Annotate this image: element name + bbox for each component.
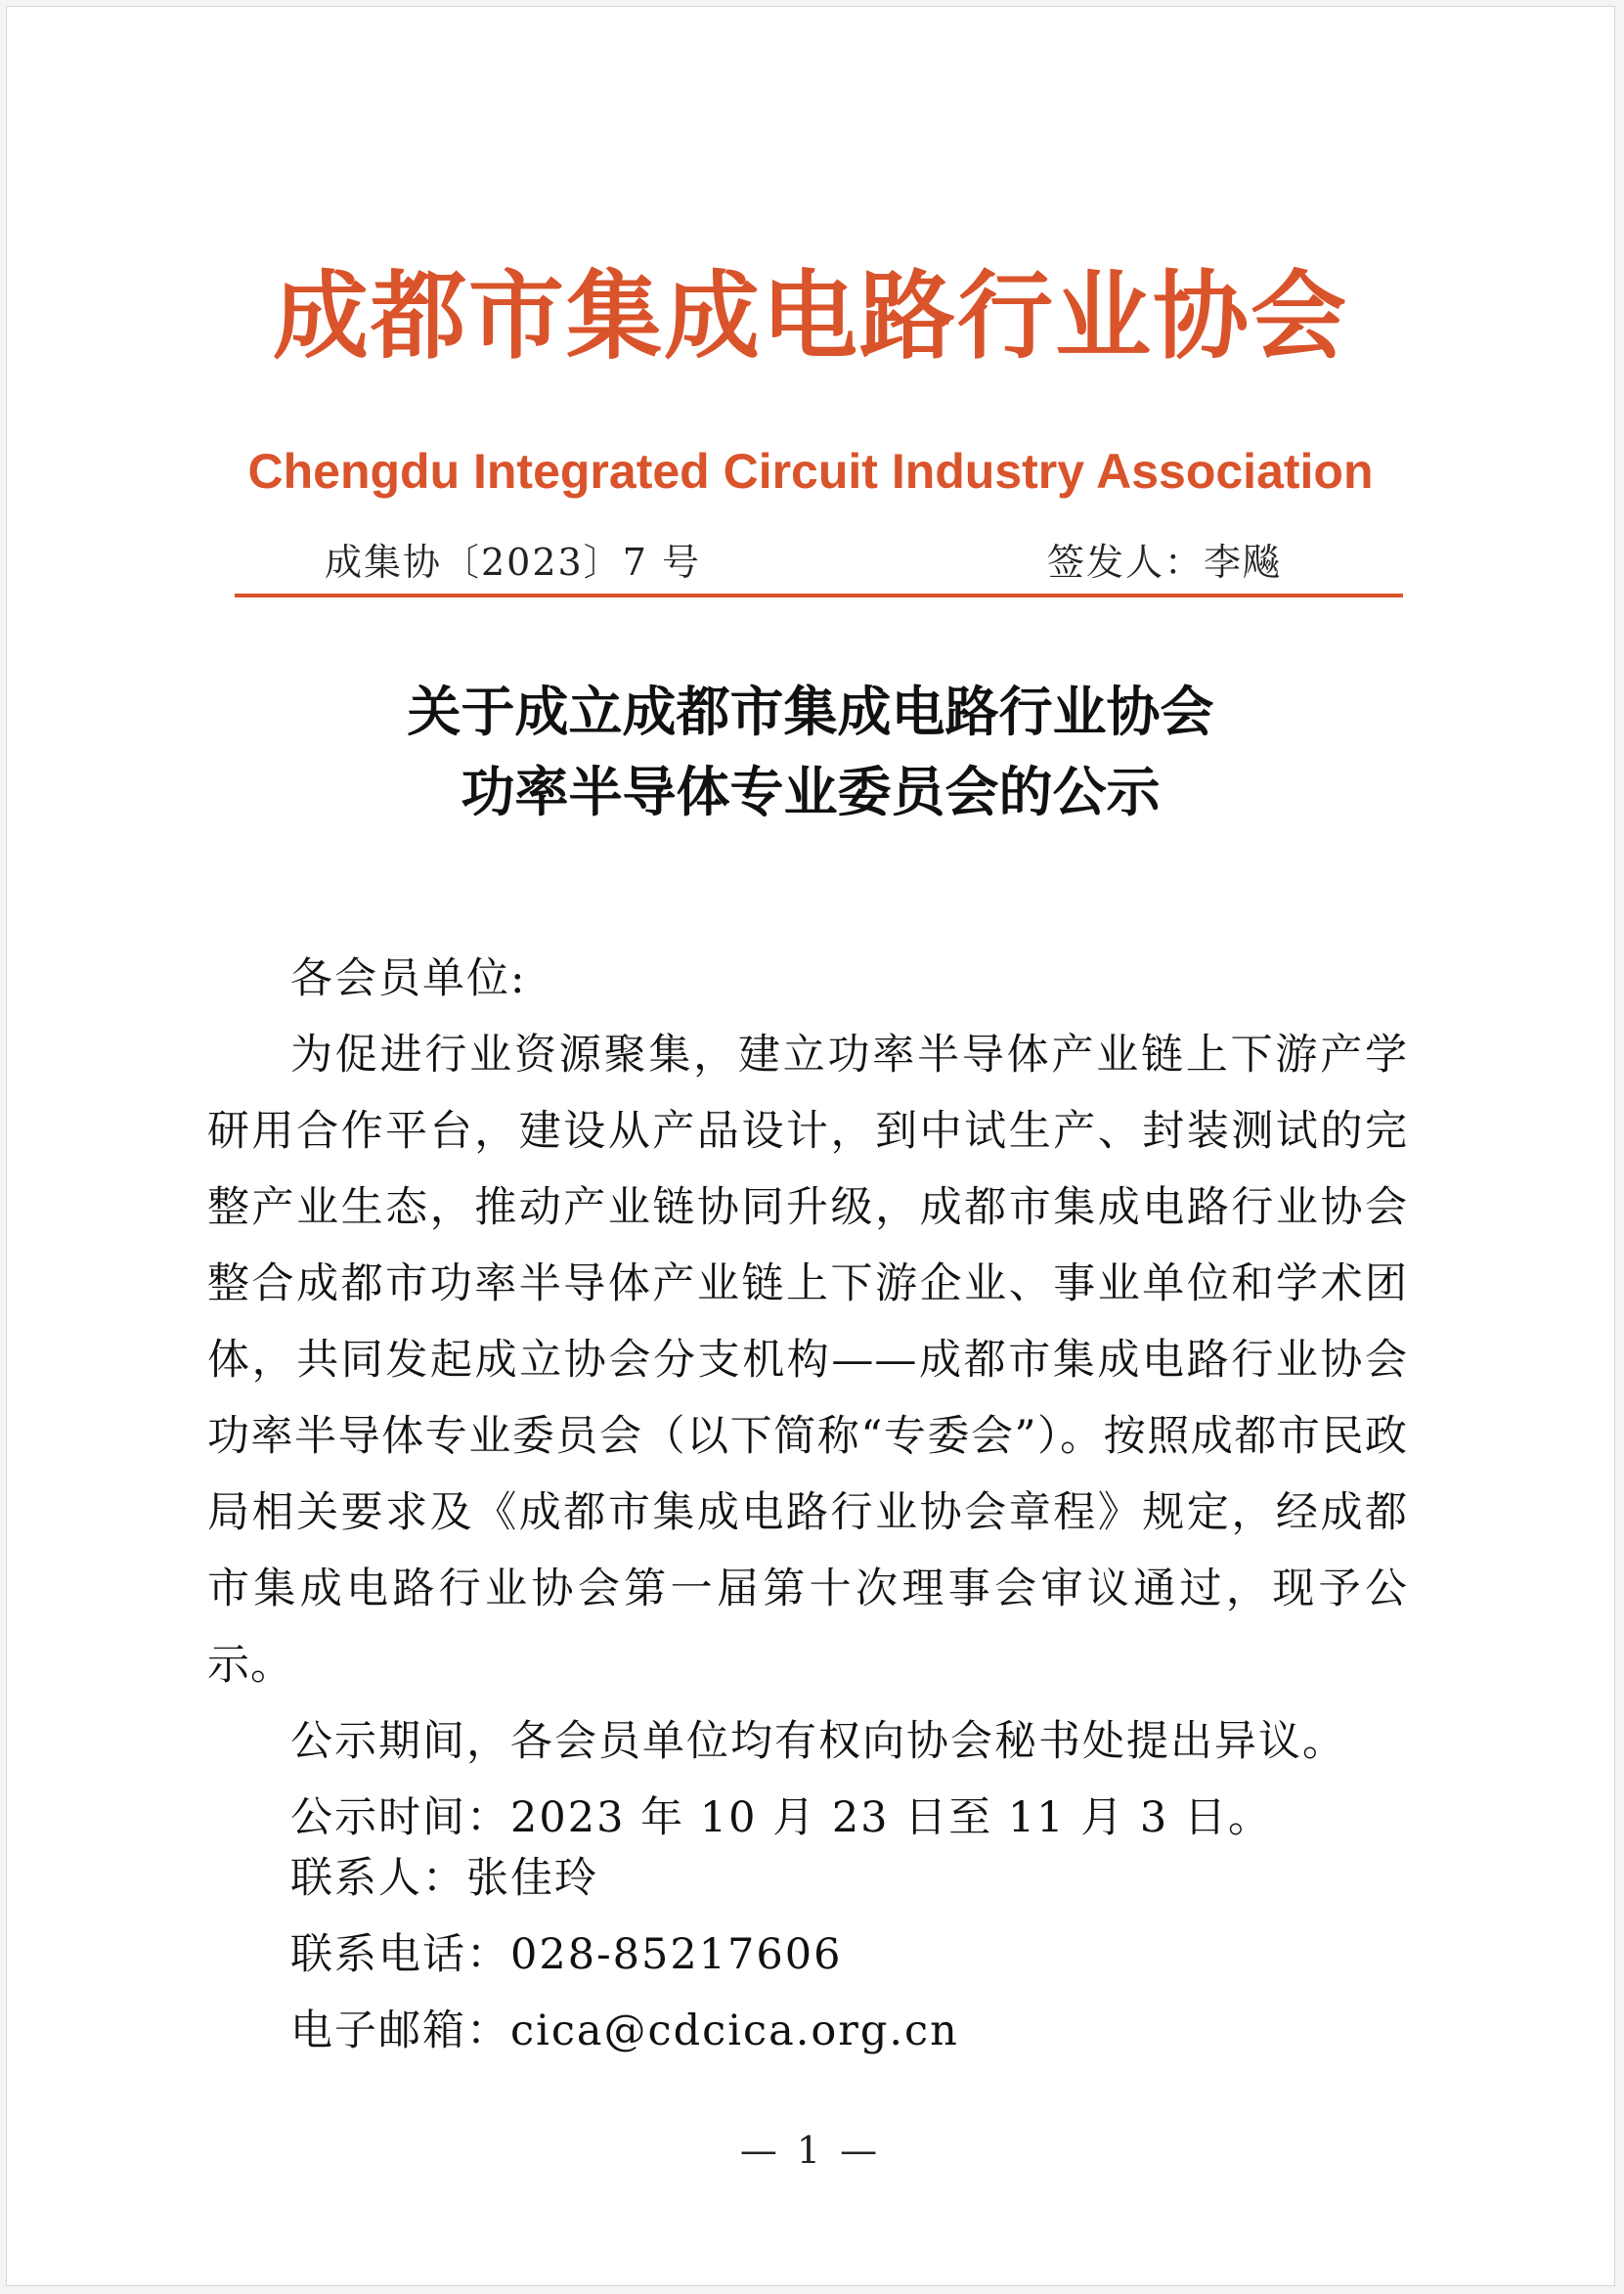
objection-paragraph: 公示期间，各会员单位均有权向协会秘书处提出异议。 — [290, 1717, 1346, 1766]
org-name-chinese: 成都市集成电路行业协会 — [272, 261, 1348, 373]
document-title — [7, 672, 1614, 832]
main-paragraph: 为促进行业资源聚集，建立功率半导体产业链上下游产学研用合作平台，建设从产品设计，到中试生产、封装测试的完整产业生态，推动产业链协同升级，成都市集成电路行业协会整合成都市功率半导体产业链上下游企业、事业单位和学术团体，共同发起成立协会分支机构——成都市集成电路行业协会功率半导体专业委员会（以下简称“专委会”）。按照成都市民政局相关要求及《成都市集成电路行业协会章程》规定，经成都市集成电路行业协会第一届第十次理事会审议通过，现予公示。 — [207, 1031, 1408, 1690]
contact-email: 电子邮箱：cica@cdcica.org.cn — [290, 2007, 959, 2055]
notice-period-paragraph: 公示时间：2023 年 10 月 23 日至 11 月 3 日。 — [290, 1793, 1272, 1842]
document-title-line-2: 功率半导体专业委员会的公示 — [461, 760, 1161, 823]
org-name-english: Chengdu Integrated Circuit Industry Association — [247, 444, 1374, 499]
header-divider — [235, 594, 1403, 597]
document-number: 成集协〔2023〕7 号 — [325, 541, 701, 584]
document-title-line-1: 关于成立成都市集成电路行业协会 — [407, 680, 1214, 743]
contact-person: 联系人：张佳玲 — [290, 1854, 598, 1903]
signer: 签发人：李飚 — [1046, 541, 1282, 584]
contact-phone: 联系电话：028-85217606 — [290, 1930, 843, 1979]
salutation: 各会员单位: — [290, 954, 527, 1003]
contact-block — [290, 1840, 959, 2069]
document-page — [6, 6, 1615, 2286]
document-body — [207, 941, 1408, 1856]
page-number: — 1 — — [739, 2129, 882, 2172]
